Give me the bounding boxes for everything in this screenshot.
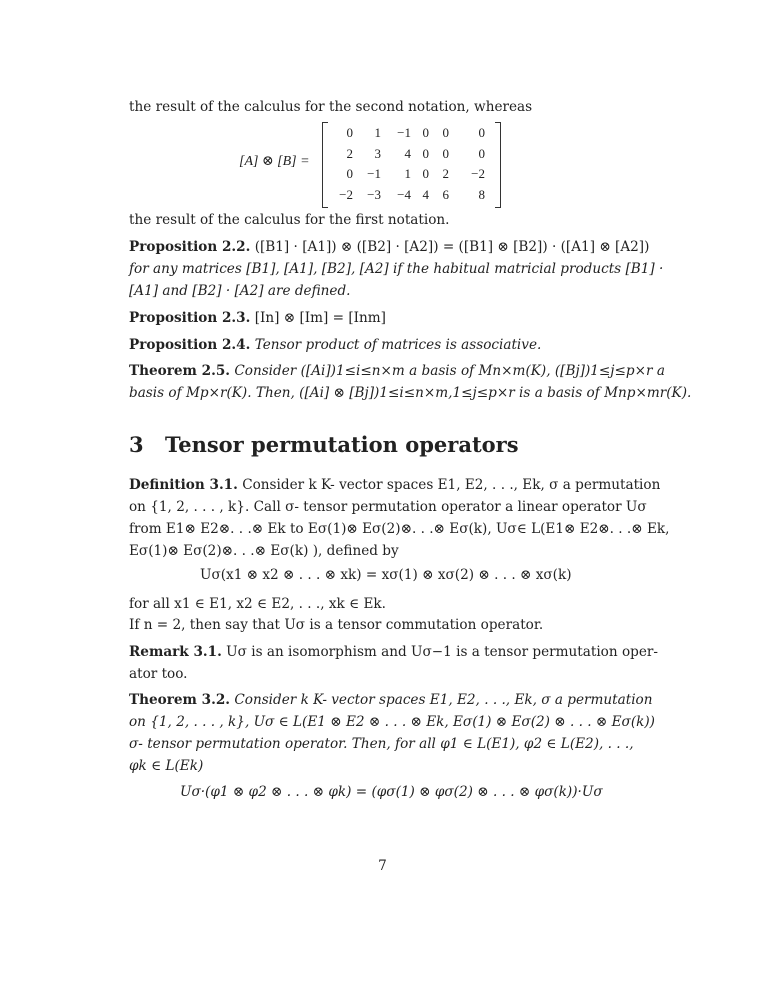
matrix-cell: 6 <box>442 186 449 202</box>
matrix-cell: −1 <box>397 125 411 140</box>
def31-text1: Consider k K- vector spaces E1, E2, . . ., Ek, σ a permutation <box>242 477 661 493</box>
matrix-cell: −1 <box>367 166 381 181</box>
rem31-label: Remark 3.1. <box>129 644 222 660</box>
matrix-cell: −2 <box>471 166 485 181</box>
matrix-cell: 0 <box>442 125 449 140</box>
prop22-text1: ([B1] · [A1]) ⊗ ([B2] · [A2]) = ([B1] ⊗ [B2]) · ([A1] ⊗ [A2]) <box>254 239 650 255</box>
thm32-line1 <box>129 690 653 711</box>
matrix-cell: 2 <box>442 166 449 181</box>
def31-line5: for all x1 ∈ E1, x2 ∈ E2, . . ., xk ∈ Ek. <box>129 596 386 612</box>
prop22-line1 <box>129 237 650 258</box>
thm32-line3: σ- tensor permutation operator. Then, for all φ1 ∈ L(E1), φ2 ∈ L(E2), . . ., <box>129 736 634 752</box>
def31-line1 <box>129 475 661 496</box>
prop24-label: Proposition 2.4. <box>129 337 251 353</box>
matrix-cell: 0 <box>478 145 485 161</box>
thm25-line1 <box>129 361 665 382</box>
prop23-label: Proposition 2.3. <box>129 310 251 326</box>
prop23-line <box>129 308 622 329</box>
prop24-text: Tensor product of matrices is associative. <box>254 337 542 353</box>
tensor-matrix <box>322 122 501 208</box>
thm32-text1: Consider k K- vector spaces E1, E2, . . ., Ek, σ a permutation <box>234 692 653 708</box>
matrix-cell: 3 <box>374 145 381 161</box>
def31-formula: Uσ(x1 ⊗ x2 ⊗ . . . ⊗ xk) = xσ(1) ⊗ xσ(2) ⊗ . . . ⊗ xσ(k) <box>200 567 572 583</box>
matrix-cell: 0 <box>422 125 429 140</box>
thm32-label: Theorem 3.2. <box>129 692 231 708</box>
matrix-cell: 0 <box>346 125 353 140</box>
thm32-line2: on {1, 2, . . . , k}, Uσ ∈ L(E1 ⊗ E2 ⊗ . . . ⊗ Ek, Eσ(1) ⊗ Eσ(2) ⊗ . . . ⊗ Eσ(k)) <box>129 714 655 730</box>
matrix-cell: 0 <box>422 145 429 161</box>
def31-line3: from E1⊗ E2⊗. . .⊗ Ek to Eσ(1)⊗ Eσ(2)⊗. . .⊗ Eσ(k), Uσ∈ L(E1⊗ E2⊗. . .⊗ Ek, <box>129 521 670 537</box>
matrix-cell: 2 <box>346 145 353 161</box>
thm25-label: Theorem 2.5. <box>129 363 231 379</box>
matrix-label: [A] ⊗ [B] = <box>239 154 310 169</box>
prop23-text: [In] ⊗ [Im] = [Inm] <box>254 310 386 326</box>
intro-line: the result of the calculus for the second notation, whereas <box>129 99 533 115</box>
section-title: Tensor permutation operators <box>165 432 519 457</box>
after-matrix-line: the result of the calculus for the first notation. <box>129 212 450 228</box>
section-heading <box>129 432 519 457</box>
section-number: 3 <box>129 432 144 457</box>
matrix-cell: 8 <box>478 186 485 202</box>
matrix-cell: −2 <box>339 186 353 202</box>
prop22-line3: [A1] and [B2] · [A2] are defined. <box>129 283 351 299</box>
matrix-cell: 4 <box>404 145 411 161</box>
matrix-cell: 0 <box>478 125 485 140</box>
thm25-text1: Consider ([Ai])1≤i≤n×m a basis of Mn×m(K), ([Bj])1≤j≤p×r a <box>234 363 665 379</box>
matrix-cell: 4 <box>422 186 429 202</box>
rem31-line1 <box>129 642 658 663</box>
matrix-cell: 1 <box>374 125 381 140</box>
thm32-formula: Uσ·(φ1 ⊗ φ2 ⊗ . . . ⊗ φk) = (φσ(1) ⊗ φσ(2) ⊗ . . . ⊗ φσ(k))·Uσ <box>180 784 603 800</box>
prop22-line2: for any matrices [B1], [A1], [B2], [A2] if the habitual matricial products [B1] · <box>129 261 664 277</box>
page-number: 7 <box>378 858 387 874</box>
rem31-line2: ator too. <box>129 666 188 682</box>
matrix-cell: −3 <box>367 186 381 202</box>
def31-label: Definition 3.1. <box>129 477 238 493</box>
def31-line6: If n = 2, then say that Uσ is a tensor commutation operator. <box>129 617 544 633</box>
def31-line4: Eσ(1)⊗ Eσ(2)⊗. . .⊗ Eσ(k) ), defined by <box>129 543 399 559</box>
matrix-cell: 0 <box>422 166 429 181</box>
matrix-cell: 0 <box>442 145 449 161</box>
thm32-line4: φk ∈ L(Ek) <box>129 758 204 774</box>
matrix-cell: −4 <box>397 186 411 202</box>
prop24-line <box>129 335 622 356</box>
def31-line2: on {1, 2, . . . , k}. Call σ- tensor permutation operator a linear operator Uσ <box>129 499 647 515</box>
rem31-text1: Uσ is an isomorphism and Uσ−1 is a tensor permutation oper- <box>226 644 658 660</box>
thm25-line2: basis of Mp×r(K). Then, ([Ai] ⊗ [Bj])1≤i≤n×m,1≤j≤p×r is a basis of Mnp×mr(K). <box>129 385 692 401</box>
matrix-cell: 0 <box>346 166 353 181</box>
matrix-cell: 1 <box>404 166 411 181</box>
prop22-label: Proposition 2.2. <box>129 239 251 255</box>
